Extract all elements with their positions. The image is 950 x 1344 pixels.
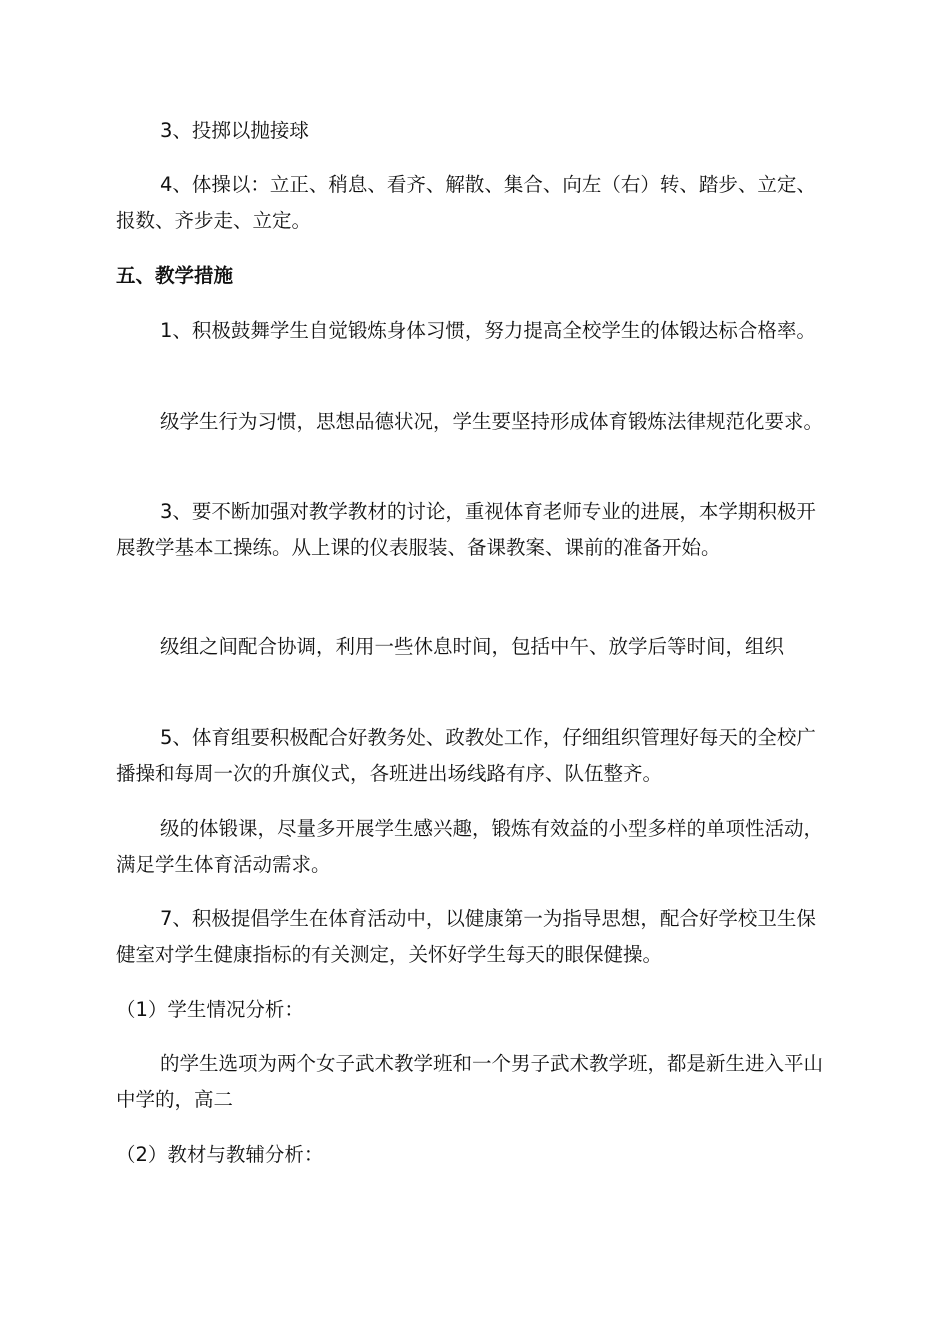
measure-item-2: 级学生行为习惯，思想品德状况，学生要坚持形成体育锻炼法律规范化要求。 <box>160 410 824 433</box>
subheading-student-analysis: （1）学生情况分析： <box>116 998 304 1021</box>
paragraph-item-3: 3、投掷以抛接球 <box>160 119 309 142</box>
measure-item-5: 5、体育组要积极配合好教务处、政教处工作，仔细组织管理好每天的全校广播操和每周一次的升旗仪式，各班进出场线路有序、队伍整齐。 <box>116 726 816 785</box>
paragraph-item-4: 4、体操以：立正、稍息、看齐、解散、集合、向左（右）转、踏步、立定、报数、齐步走、立定。 <box>116 173 816 232</box>
measure-item-4: 级组之间配合协调，利用一些休息时间，包括中午、放学后等时间，组织 <box>160 635 785 658</box>
measure-item-6: 级的体锻课，尽量多开展学生感兴趣，锻炼有效益的小型多样的单项性活动，满足学生体育活动需求。 <box>116 817 824 876</box>
measure-item-3: 3、要不断加强对教学教材的讨论，重视体育老师专业的进展，本学期积极开展教学基本工操练。从上课的仪表服装、备课教案、课前的准备开始。 <box>116 500 816 559</box>
measure-item-1: 1、积极鼓舞学生自觉锻炼身体习惯，努力提高全校学生的体锻达标合格率。 <box>160 319 816 342</box>
student-analysis-paragraph: 的学生选项为两个女子武术教学班和一个男子武术教学班，都是新生进入平山中学的，高二 <box>116 1052 824 1111</box>
subheading-materials-analysis: （2）教材与教辅分析： <box>116 1143 324 1166</box>
section-heading-5: 五、教学措施 <box>116 264 234 287</box>
measure-item-7: 7、积极提倡学生在体育活动中，以健康第一为指导思想，配合好学校卫生保健室对学生健康指标的有关测定，关怀好学生每天的眼保健操。 <box>116 907 816 966</box>
